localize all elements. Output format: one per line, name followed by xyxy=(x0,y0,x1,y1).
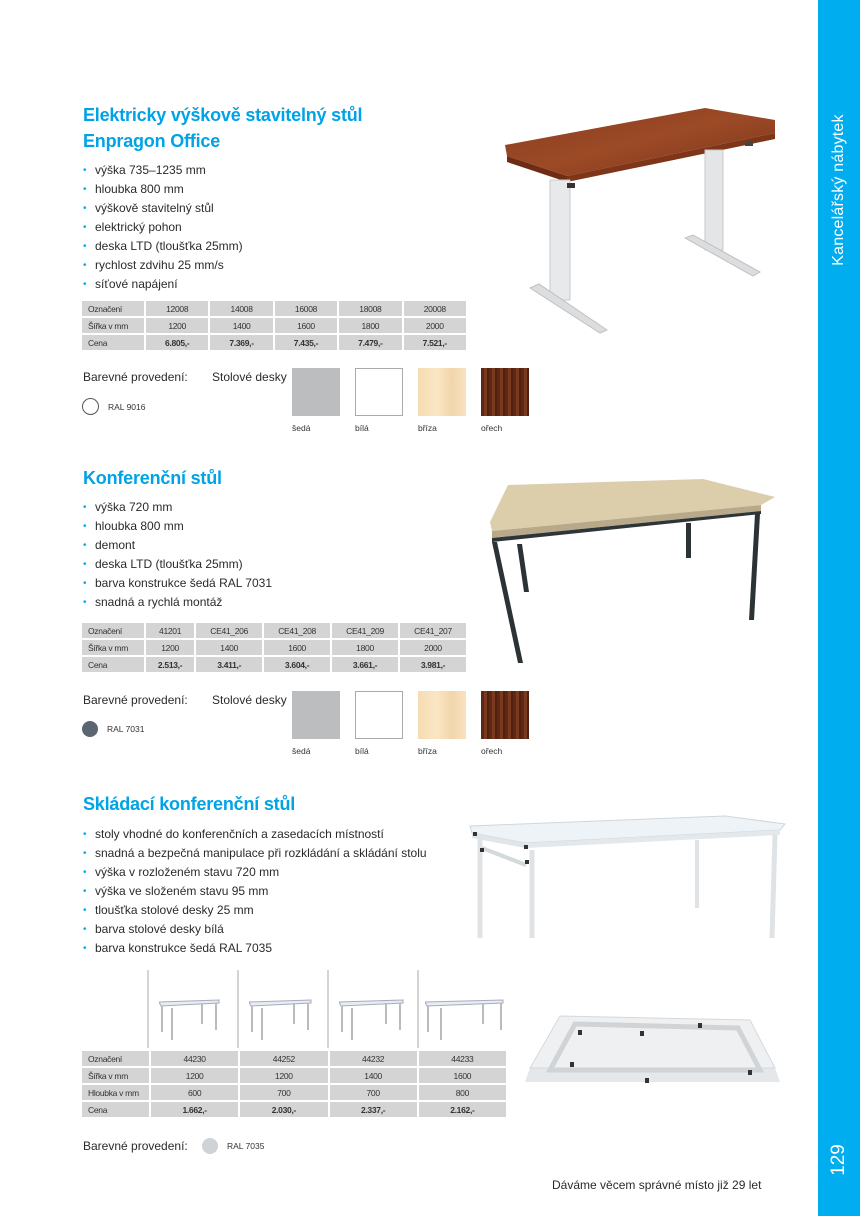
row-label: Cena xyxy=(82,657,144,672)
top-swatch-briza xyxy=(418,691,466,739)
feature-text: výška v rozloženém stavu 720 mm xyxy=(95,865,280,879)
feature-item xyxy=(83,844,427,863)
bullet-icon: • xyxy=(83,260,87,271)
feature-item xyxy=(83,161,243,180)
feature-text: demont xyxy=(95,538,136,552)
tops-label: Stolové desky xyxy=(212,693,287,707)
table-cell: 41201 xyxy=(146,623,194,638)
feature-text: barva konstrukce šedá RAL 7031 xyxy=(95,576,272,590)
table-cell: 44233 xyxy=(419,1051,506,1066)
feature-text: hloubka 800 mm xyxy=(95,519,184,533)
ral-name: RAL 9016 xyxy=(108,401,146,412)
feature-item xyxy=(83,901,427,920)
table-cell: CE41_209 xyxy=(332,623,398,638)
table-cell: 1600 xyxy=(419,1068,506,1083)
table-cell: 1800 xyxy=(339,318,401,333)
feature-text: snadná a bezpečná manipulace při rozkládání a skládání stolu xyxy=(95,846,427,860)
table-cell: 1200 xyxy=(151,1068,238,1083)
bullet-icon: • xyxy=(83,559,87,570)
table-cell: 1200 xyxy=(146,318,208,333)
table-row xyxy=(82,301,466,316)
ral-option xyxy=(202,1138,265,1154)
table-cell: 600 xyxy=(151,1085,238,1100)
swatch-label: ořech xyxy=(481,746,503,756)
feature-item xyxy=(83,199,243,218)
folding-table-image xyxy=(460,808,790,938)
ral-color-swatch xyxy=(82,398,99,415)
table-cell: 1600 xyxy=(264,640,330,655)
bullet-icon: • xyxy=(83,165,87,176)
bullet-icon: • xyxy=(83,867,87,878)
bullet-icon: • xyxy=(83,578,87,589)
feature-text: barva konstrukce šedá RAL 7035 xyxy=(95,941,272,955)
ral-name: RAL 7031 xyxy=(107,724,145,734)
swatch-label: šedá xyxy=(292,746,311,756)
feature-text: deska LTD (tloušťka 25mm) xyxy=(95,239,243,253)
row-label: Označení xyxy=(82,623,144,638)
swatch-label: bílá xyxy=(355,423,369,433)
thumbnail-row xyxy=(147,970,507,1048)
conference-table-image xyxy=(478,465,778,665)
feature-item xyxy=(83,882,427,901)
feature-item xyxy=(83,517,272,536)
ral-color-swatch xyxy=(82,721,98,737)
table-cell: 7.435,- xyxy=(275,335,337,350)
table-cell: 14008 xyxy=(210,301,272,316)
feature-text: deska LTD (tloušťka 25mm) xyxy=(95,557,243,571)
table-cell: 1200 xyxy=(240,1068,327,1083)
product-title xyxy=(83,465,222,491)
table-cell: 7.369,- xyxy=(210,335,272,350)
feature-item xyxy=(83,536,272,555)
row-label: Označení xyxy=(82,1051,149,1066)
top-swatch-orech xyxy=(481,691,529,739)
row-label: Cena xyxy=(82,1102,149,1117)
table-cell: 700 xyxy=(240,1085,327,1100)
top-swatch-bila xyxy=(355,691,403,739)
feature-item xyxy=(83,218,243,237)
top-swatch-orech xyxy=(481,368,529,416)
table-cell: CE41_208 xyxy=(264,623,330,638)
feature-item xyxy=(83,939,427,958)
feature-item xyxy=(83,275,243,294)
feature-text: stoly vhodné do konferenčních a zasedacích místností xyxy=(95,827,384,841)
table-cell: 800 xyxy=(419,1085,506,1100)
table-cell: 2.513,- xyxy=(146,657,194,672)
table-cell: 7.479,- xyxy=(339,335,401,350)
feature-item xyxy=(83,180,243,199)
table-row xyxy=(82,335,466,350)
swatch-label: bříza xyxy=(418,746,437,756)
row-label: Hloubka v mm xyxy=(82,1085,149,1100)
spec-table xyxy=(80,621,468,674)
feature-item xyxy=(83,574,272,593)
swatch-label: ořech xyxy=(481,423,503,433)
product-title-line1: Skládací konferenční stůl xyxy=(83,794,296,814)
table-cell: 2000 xyxy=(400,640,466,655)
ral-color-swatch xyxy=(202,1138,218,1154)
table-row xyxy=(82,623,466,638)
feature-text: výška ve složeném stavu 95 mm xyxy=(95,884,269,898)
table-cell: CE41_207 xyxy=(400,623,466,638)
table-cell: 6.805,- xyxy=(146,335,208,350)
feature-text: hloubka 800 mm xyxy=(95,182,184,196)
table-cell: 1400 xyxy=(210,318,272,333)
table-cell: 1600 xyxy=(275,318,337,333)
feature-text: síťové napájení xyxy=(95,277,178,291)
table-cell: 3.411,- xyxy=(196,657,262,672)
table-cell: 3.604,- xyxy=(264,657,330,672)
table-cell: 12008 xyxy=(146,301,208,316)
feature-text: výška 720 mm xyxy=(95,500,173,514)
product-title-line1: Elektricky výškově stavitelný stůl xyxy=(83,105,363,125)
table-row xyxy=(82,1102,506,1117)
feature-text: snadná a rychlá montáž xyxy=(95,595,223,609)
feature-list xyxy=(83,825,427,958)
bullet-icon: • xyxy=(83,222,87,233)
feature-item xyxy=(83,555,272,574)
row-label: Cena xyxy=(82,335,144,350)
table-cell: 1400 xyxy=(330,1068,417,1083)
table-cell: 3.981,- xyxy=(400,657,466,672)
feature-item xyxy=(83,825,427,844)
table-row xyxy=(82,1051,506,1066)
table-thumbnail xyxy=(425,998,505,1043)
bullet-icon: • xyxy=(83,905,87,916)
tops-label: Stolové desky xyxy=(212,370,287,384)
feature-text: elektrický pohon xyxy=(95,220,182,234)
row-label: Označení xyxy=(82,301,144,316)
bullet-icon: • xyxy=(83,521,87,532)
table-cell: 2.337,- xyxy=(330,1102,417,1117)
feature-text: rychlost zdvihu 25 mm/s xyxy=(95,258,224,272)
feature-item xyxy=(83,237,243,256)
folded-table-image xyxy=(520,1010,785,1090)
table-thumbnail xyxy=(159,998,229,1043)
product-title xyxy=(83,791,295,817)
feature-text: tloušťka stolové desky 25 mm xyxy=(95,903,254,917)
table-row xyxy=(82,1068,506,1083)
color-label: Barevné provedení: xyxy=(83,370,188,384)
footer-slogan: Dáváme věcem správné místo již 29 let xyxy=(552,1178,762,1192)
row-label: Šířka v mm xyxy=(82,318,144,333)
table-cell: 18008 xyxy=(339,301,401,316)
spec-table xyxy=(80,1049,508,1119)
feature-text: barva stolové desky bílá xyxy=(95,922,224,936)
bullet-icon: • xyxy=(83,886,87,897)
bullet-icon: • xyxy=(83,540,87,551)
ral-option xyxy=(82,398,146,415)
table-cell: 2.162,- xyxy=(419,1102,506,1117)
category-label xyxy=(818,0,860,275)
feature-list xyxy=(83,498,272,612)
feature-list xyxy=(83,161,243,294)
bullet-icon: • xyxy=(83,184,87,195)
table-row xyxy=(82,640,466,655)
color-label: Barevné provedení: xyxy=(83,1139,188,1153)
spec-table xyxy=(80,299,468,352)
color-label: Barevné provedení: xyxy=(83,693,188,707)
feature-item xyxy=(83,498,272,517)
bullet-icon: • xyxy=(83,848,87,859)
ral-name: RAL 7035 xyxy=(227,1141,265,1151)
table-cell: 3.661,- xyxy=(332,657,398,672)
category-text: Kancelářský nábytek xyxy=(830,114,847,266)
table-cell: 2000 xyxy=(404,318,466,333)
product-title-line1: Konferenční stůl xyxy=(83,468,222,488)
table-cell: 1400 xyxy=(196,640,262,655)
bullet-icon: • xyxy=(83,597,87,608)
swatch-label: bříza xyxy=(418,423,437,433)
product-title xyxy=(83,102,362,154)
table-cell: 44232 xyxy=(330,1051,417,1066)
feature-item xyxy=(83,593,272,612)
table-row xyxy=(82,318,466,333)
table-cell: 7.521,- xyxy=(404,335,466,350)
page-number xyxy=(818,1140,860,1180)
bullet-icon: • xyxy=(83,924,87,935)
product-title-line2: Enpragon Office xyxy=(83,131,221,151)
table-cell: CE41_206 xyxy=(196,623,262,638)
bullet-icon: • xyxy=(83,943,87,954)
table-cell: 2.030,- xyxy=(240,1102,327,1117)
table-cell: 1800 xyxy=(332,640,398,655)
bullet-icon: • xyxy=(83,502,87,513)
feature-text: výškově stavitelný stůl xyxy=(95,201,214,215)
row-label: Šířka v mm xyxy=(82,640,144,655)
feature-item xyxy=(83,863,427,882)
top-swatch-briza xyxy=(418,368,466,416)
bullet-icon: • xyxy=(83,279,87,290)
table-cell: 700 xyxy=(330,1085,417,1100)
table-row xyxy=(82,1085,506,1100)
table-cell: 44230 xyxy=(151,1051,238,1066)
table-cell: 1.662,- xyxy=(151,1102,238,1117)
table-thumbnail xyxy=(249,998,319,1043)
bullet-icon: • xyxy=(83,203,87,214)
row-label: Šířka v mm xyxy=(82,1068,149,1083)
top-swatch-bila xyxy=(355,368,403,416)
bullet-icon: • xyxy=(83,241,87,252)
table-row xyxy=(82,657,466,672)
feature-text: výška 735–1235 mm xyxy=(95,163,206,177)
top-swatch-seda xyxy=(292,691,340,739)
feature-item xyxy=(83,256,243,275)
feature-item xyxy=(83,920,427,939)
standing-desk-image xyxy=(495,98,785,338)
page-number-text: 129 xyxy=(828,1144,849,1176)
bullet-icon: • xyxy=(83,829,87,840)
table-thumbnail xyxy=(339,998,409,1043)
table-cell: 20008 xyxy=(404,301,466,316)
ral-option xyxy=(82,721,145,737)
swatch-label: šedá xyxy=(292,423,311,433)
top-swatch-seda xyxy=(292,368,340,416)
sidebar-band xyxy=(818,0,860,1216)
table-cell: 44252 xyxy=(240,1051,327,1066)
table-cell: 1200 xyxy=(146,640,194,655)
swatch-label: bílá xyxy=(355,746,369,756)
table-cell: 16008 xyxy=(275,301,337,316)
